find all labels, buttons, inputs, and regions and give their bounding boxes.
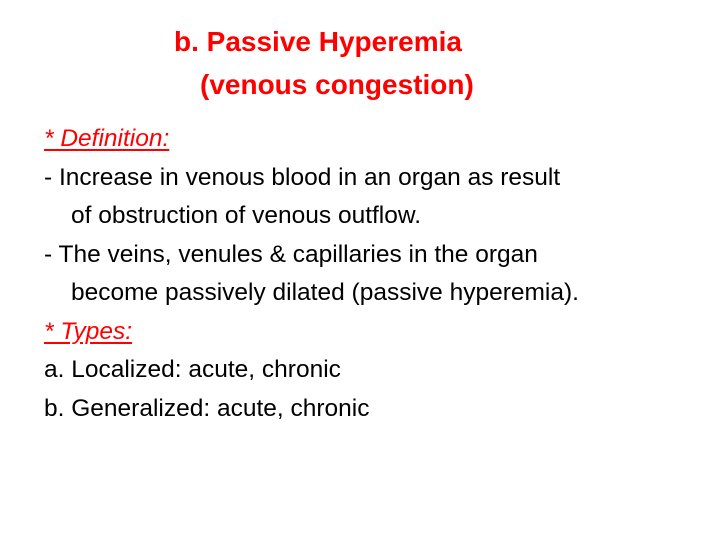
slide-body — [44, 120, 704, 428]
types-item-generalized: b. Generalized: acute, chronic — [44, 394, 370, 422]
definition-item-1-cont: of obstruction of venous outflow. — [71, 202, 422, 229]
types-item-localized: a. Localized: acute, chronic — [44, 356, 341, 383]
definition-item-2: - The veins, venules & capillaries in the organ — [44, 240, 538, 268]
definition-heading: * Definition: — [44, 125, 170, 152]
title-line-1: b. Passive Hyperemia — [174, 26, 462, 57]
definition-item-1: - Increase in venous blood in an organ as result — [44, 163, 561, 191]
definition-item-2-cont: become passively dilated (passive hyperemia). — [71, 279, 579, 306]
title-line-2: (venous congestion) — [200, 69, 474, 100]
types-heading: * Types: — [44, 317, 133, 345]
